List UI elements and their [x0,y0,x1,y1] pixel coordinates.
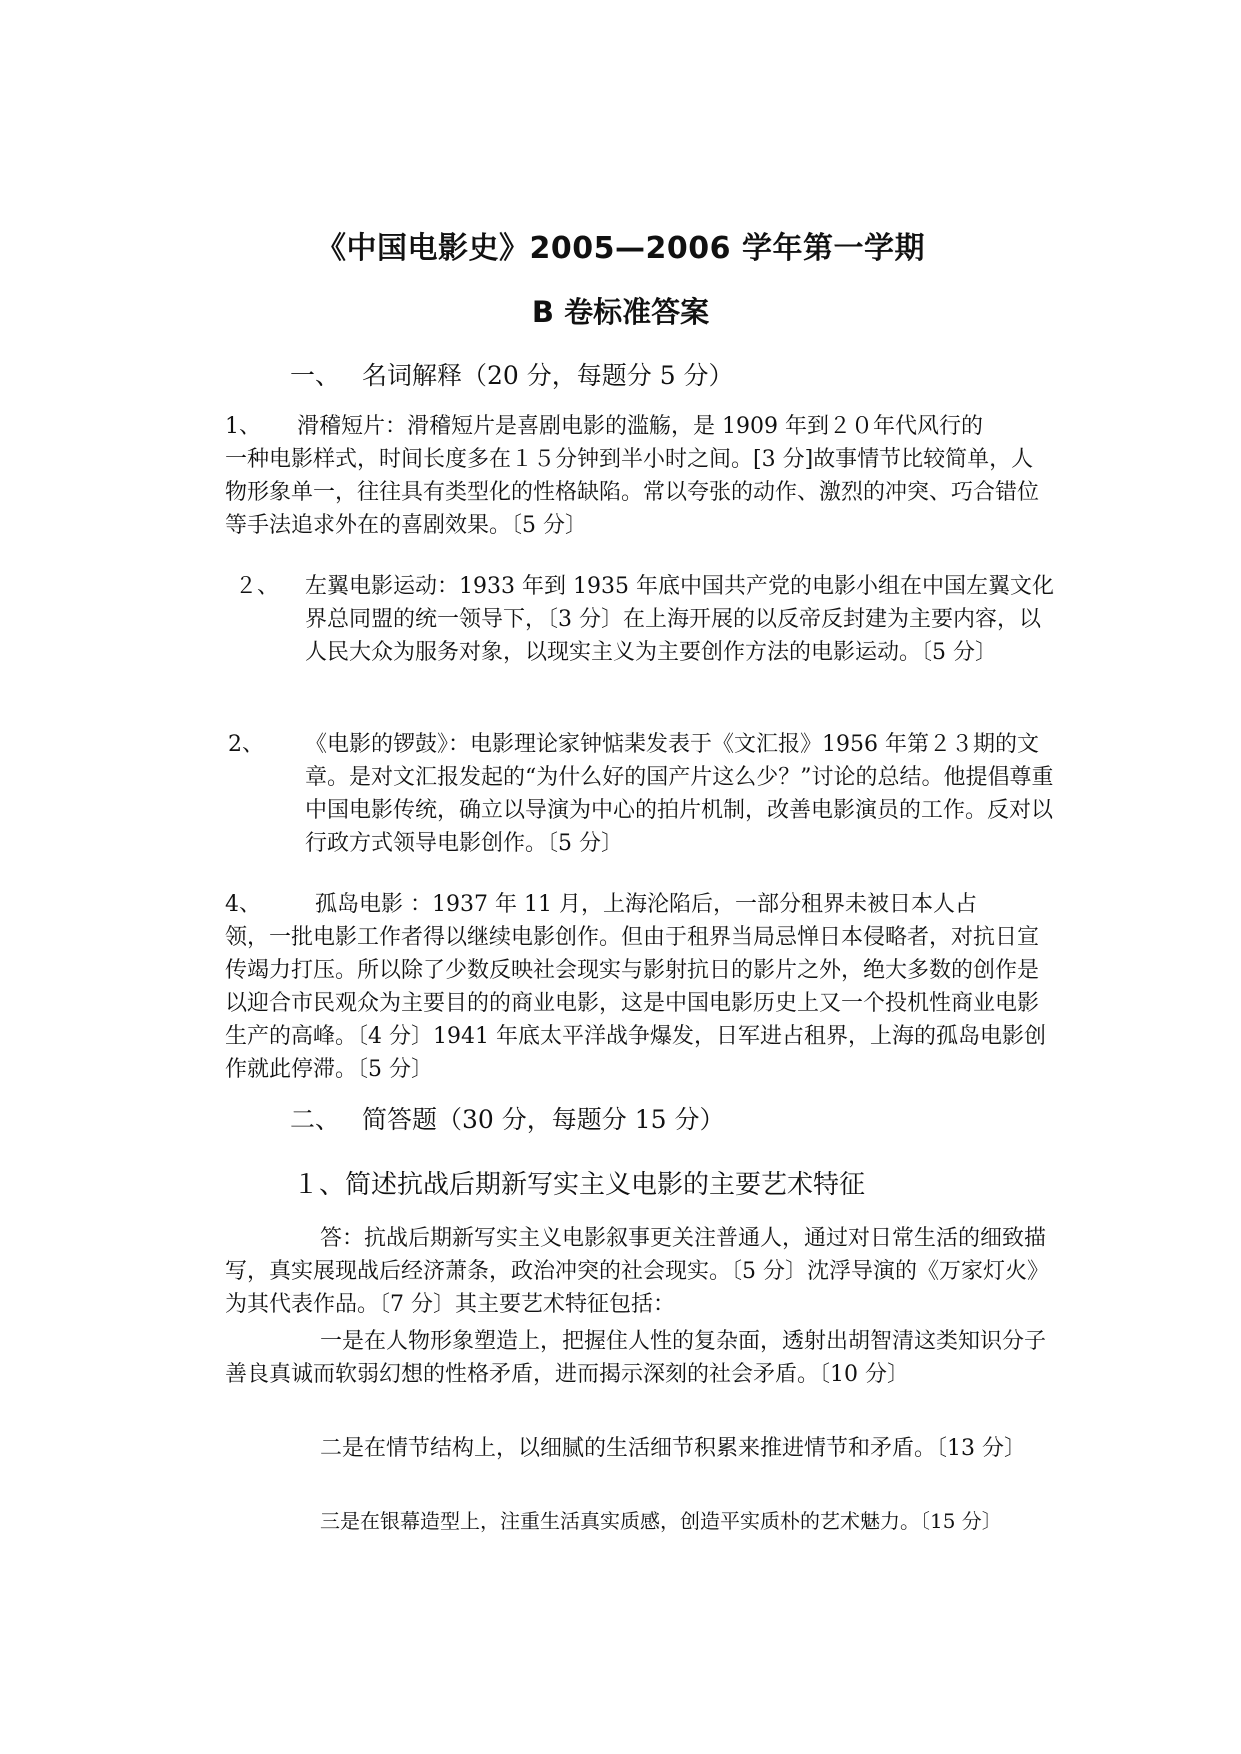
entry-4-first-line: 1937 年 11 月，上海沦陷后，一部分租界未被日本人占 [432,892,977,917]
document-subtitle: B 卷标准答案 [531,295,710,329]
entry-2-text: 左翼电影运动：1933 年到 1935 年底中国共产党的电影小组在中国左翼文化界总同盟的统一领导下，〔3 分〕在上海开展的以反帝反封建为主要内容，以人民大众为服务对象，以现实主义为主要创作方法的电影运动。〔5 分〕 [305,574,1054,665]
section-1-title: 名词解释（20 分，每题分 5 分） [362,361,734,390]
section-1-heading [290,358,734,394]
entry-4-continuation: 领，一批电影工作者得以继续电影创作。但由于租界当局忌惮日本侵略者，对抗日宣传竭力打压。所以除了少数反映社会现实与影射抗日的影片之外，绝大多数的创作是以迎合市民观众为主要目的的商业电影，这是中国电影历史上又一个投机性商业电影生产的高峰。〔4 分〕1941 年底太平洋战争爆发，日军进占租界，上海的孤岛电影创作就此停滞。〔5 分〕 [225,925,1046,1082]
entry-1-number: 1、 [225,414,261,439]
document-title: 《中国电影史》2005—2006 学年第一学期 [316,231,925,266]
entry-4-term: 孤岛电影 ： [315,892,432,917]
section-1-number: 一、 [290,361,341,390]
answer-paragraph-2: 一是在人物形象塑造上，把握住人性的复杂面，透射出胡智清这类知识分子善良真诚而软弱幻想的性格矛盾，进而揭示深刻的社会矛盾。〔10 分〕 [225,1329,1047,1387]
entry-4-number: 4、 [225,892,261,917]
section-2-title: 简答题（30 分，每题分 15 分） [362,1105,725,1134]
answer-paragraph-3: 二是在情节结构上，以细腻的生活细节积累来推进情节和矛盾。〔13 分〕 [320,1436,1026,1461]
entry-3-number: 2、 [228,732,264,757]
entry-1-continuation: 一种电影样式，时间长度多在１５分钟到半小时之间。[3 分]故事情节比较简单，人物形象单一，往往具有类型化的性格缺陷。常以夸张的动作、激烈的冲突、巧合错位等手法追求外在的喜剧效果。〔5 分〕 [225,447,1040,538]
question-1-title: １、简述抗战后期新写实主义电影的主要艺术特征 [293,1170,866,1200]
answer-paragraph-1: 答：抗战后期新写实主义电影叙事更关注普通人，通过对日常生活的细致描写，真实展现战后经济萧条，政治冲突的社会现实。〔5 分〕沈浮导演的《万家灯火》为其代表作品。〔7 分〕其主要艺术特征包括： [225,1226,1049,1317]
entry-1-term: 滑稽短片： [297,414,408,439]
entry-3-text: 《电影的锣鼓》：电影理论家钟惦棐发表于《文汇报》1956 年第２３期的文章。是对文汇报发起的“为什么好的国产片这么少？”讨论的总结。他提倡尊重中国电影传统，确立以导演为中心的拍片机制，改善电影演员的工作。反对以行政方式领导电影创作。〔5 分〕 [305,732,1054,856]
answer-paragraph-4: 三是在银幕造型上，注重生活真实质感，创造平实质朴的艺术魅力。〔15 分〕 [320,1509,1002,1533]
section-2-heading [290,1102,724,1138]
section-2-number: 二、 [290,1105,341,1134]
entry-1-first-line: 滑稽短片是喜剧电影的滥觞，是 1909 年到２０年代风行的 [407,414,983,439]
entry-2-number: ２、 [235,574,280,599]
